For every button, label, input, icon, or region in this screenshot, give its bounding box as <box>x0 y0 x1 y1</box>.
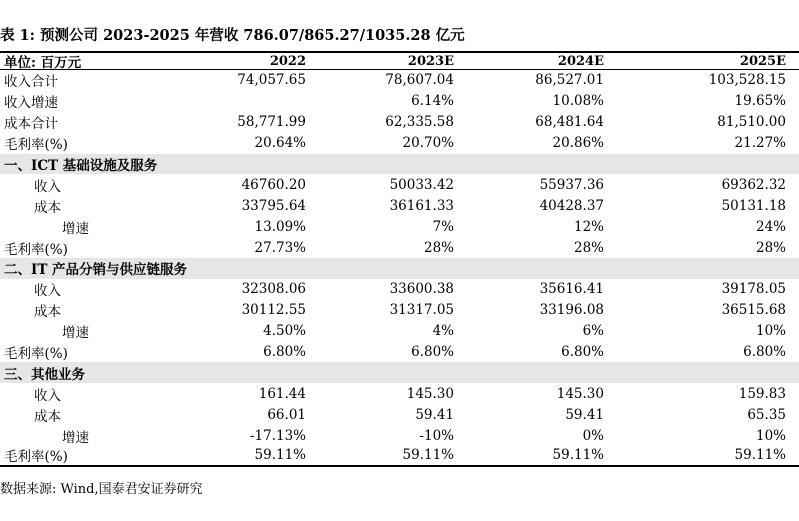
value-2022: 46760.20 <box>241 176 306 193</box>
value-2025e: 24% <box>755 218 786 235</box>
value-2022: 20.64% <box>254 135 306 152</box>
value-2023e: 20.70% <box>402 135 454 152</box>
row-label: 成本 <box>34 408 61 425</box>
table-row <box>0 404 799 425</box>
value-2022: -17.13% <box>249 427 306 444</box>
value-2022: 33795.64 <box>241 197 306 214</box>
row-label: 收入合计 <box>4 74 58 91</box>
value-2024e: 10.08% <box>552 93 604 110</box>
table-row <box>0 446 799 467</box>
row-label: 三、其他业务 <box>4 366 85 383</box>
value-2023e: 36161.33 <box>389 197 454 214</box>
value-2025e: 36515.68 <box>721 302 786 319</box>
row-label: 毛利率(%) <box>4 137 68 154</box>
row-label: 一、ICT 基础设施及服务 <box>4 158 158 174</box>
value-2024e: 86,527.01 <box>535 72 604 89</box>
table-row <box>0 425 799 446</box>
value-2023e: 6.80% <box>411 344 454 361</box>
table-row <box>0 70 799 91</box>
value-2025e: 28% <box>755 239 786 256</box>
value-2024e: 6.80% <box>561 344 604 361</box>
value-2024e: 55937.36 <box>539 176 604 193</box>
value-2022: 4.50% <box>263 323 306 340</box>
value-2023e: 62,335.58 <box>385 114 454 131</box>
header-2022: 2022 <box>269 53 306 69</box>
value-2022: 6.80% <box>263 344 306 361</box>
value-2025e: 39178.05 <box>721 281 786 298</box>
value-2024e: 40428.37 <box>539 197 604 214</box>
value-2023e: 33600.38 <box>389 281 454 298</box>
header-2025e: 2025E <box>739 53 786 69</box>
table-row <box>0 91 799 112</box>
value-2023e: -10% <box>419 427 454 444</box>
value-2022: 13.09% <box>254 218 306 235</box>
value-2022: 74,057.65 <box>237 72 306 89</box>
table-row <box>0 174 799 195</box>
value-2024e: 59.41 <box>565 406 604 423</box>
row-label: 收入 <box>34 283 61 300</box>
value-2022: 161.44 <box>258 385 306 402</box>
table-row <box>0 195 799 216</box>
value-2025e: 50131.18 <box>721 197 786 214</box>
header-2023e: 2023E <box>407 53 454 69</box>
value-2025e: 81,510.00 <box>717 114 786 131</box>
value-2023e: 28% <box>423 239 454 256</box>
table-row <box>0 300 799 321</box>
category-row <box>0 154 799 175</box>
value-2025e: 159.83 <box>738 385 786 402</box>
table-row <box>0 216 799 237</box>
value-2024e: 28% <box>573 239 604 256</box>
value-2025e: 59.11% <box>734 447 786 464</box>
value-2024e: 68,481.64 <box>535 114 604 131</box>
category-row <box>0 258 799 279</box>
value-2023e: 7% <box>432 218 454 235</box>
value-2022: 27.73% <box>254 239 306 256</box>
value-2023e: 78,607.04 <box>385 72 454 89</box>
row-label: 收入 <box>34 178 61 195</box>
table-row <box>0 237 799 258</box>
table-row <box>0 112 799 133</box>
table-body <box>0 70 799 467</box>
table-row <box>0 342 799 363</box>
table-title: 表 1: 预测公司 2023-2025 年营收 786.07/865.27/1035.28 亿元 <box>0 27 465 44</box>
value-2024e: 6% <box>582 323 604 340</box>
table-row <box>0 321 799 342</box>
forecast-table <box>0 51 799 467</box>
value-2022: 66.01 <box>267 406 306 423</box>
value-2024e: 0% <box>582 427 604 444</box>
value-2024e: 35616.41 <box>539 281 604 298</box>
value-2025e: 10% <box>755 427 786 444</box>
row-label: 增速 <box>62 220 89 237</box>
row-label: 毛利率(%) <box>4 346 68 363</box>
data-source-note: 数据来源: Wind,国泰君安证券研究 <box>0 482 203 497</box>
value-2024e: 59.11% <box>552 447 604 464</box>
row-label: 毛利率(%) <box>4 241 68 258</box>
row-label: 收入增速 <box>4 95 58 112</box>
value-2022: 58,771.99 <box>237 114 306 131</box>
value-2025e: 10% <box>755 323 786 340</box>
value-2023e: 59.41 <box>415 406 454 423</box>
row-label: 收入 <box>34 387 61 404</box>
value-2023e: 59.11% <box>402 447 454 464</box>
category-row <box>0 362 799 383</box>
row-label: 成本 <box>34 199 61 216</box>
header-2024e: 2024E <box>557 53 604 69</box>
header-unit: 单位: 百万元 <box>4 55 82 71</box>
table-row <box>0 133 799 154</box>
row-label: 二、IT 产品分销与供应链服务 <box>4 262 188 279</box>
value-2024e: 145.30 <box>556 385 604 402</box>
value-2023e: 145.30 <box>406 385 454 402</box>
row-label: 成本 <box>34 304 61 321</box>
value-2025e: 69362.32 <box>721 176 786 193</box>
value-2024e: 12% <box>573 218 604 235</box>
table-row <box>0 383 799 404</box>
value-2023e: 4% <box>432 323 454 340</box>
row-label: 毛利率(%) <box>4 449 68 466</box>
row-label: 成本合计 <box>4 116 58 133</box>
value-2023e: 6.14% <box>411 93 454 110</box>
value-2024e: 33196.08 <box>539 302 604 319</box>
value-2023e: 31317.05 <box>389 302 454 319</box>
value-2023e: 50033.42 <box>389 176 454 193</box>
value-2022: 32308.06 <box>241 281 306 298</box>
value-2025e: 19.65% <box>734 93 786 110</box>
table-row <box>0 279 799 300</box>
table-header-row <box>0 51 799 70</box>
row-label: 增速 <box>62 429 89 446</box>
value-2025e: 21.27% <box>734 135 786 152</box>
value-2022: 59.11% <box>254 447 306 464</box>
row-label: 增速 <box>62 325 89 342</box>
value-2025e: 103,528.15 <box>708 72 786 89</box>
value-2024e: 20.86% <box>552 135 604 152</box>
value-2025e: 6.80% <box>743 344 786 361</box>
value-2022: 30112.55 <box>241 302 306 319</box>
value-2025e: 65.35 <box>747 406 786 423</box>
